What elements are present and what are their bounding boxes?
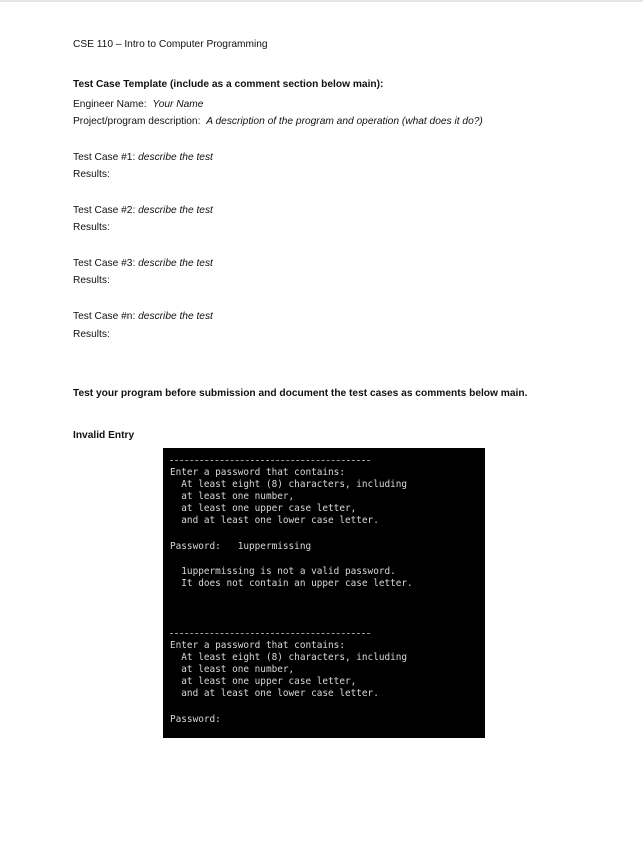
console-line: at least one upper case letter, (170, 676, 357, 687)
console-line: Enter a password that contains: (170, 640, 345, 651)
console-line: At least eight (8) characters, including (170, 652, 408, 663)
engineer-name-label: Engineer Name: (73, 99, 147, 110)
test-case-2 (73, 204, 213, 217)
test-case-description: describe the test (138, 258, 213, 269)
test-case-label: Test Case #3: (73, 258, 136, 269)
console-error-line: 1uppermissing is not a valid password. (170, 566, 396, 577)
test-case-n-results: Results: (73, 329, 110, 340)
console-error-line: It does not contain an upper case letter. (170, 578, 413, 589)
console-line: and at least one lower case letter. (170, 515, 379, 526)
test-case-3 (73, 257, 213, 270)
instructions-text: Test your program before submission and document the test cases as comments below main. (73, 388, 528, 399)
engineer-name-row (73, 98, 203, 111)
test-case-3-results: Results: (73, 275, 110, 286)
test-case-2-results: Results: (73, 222, 110, 233)
test-case-description: describe the test (138, 152, 213, 163)
console-line: at least one number, (170, 664, 295, 675)
project-description-value: A description of the program and operation (what does it do?) (206, 116, 483, 127)
console-line: Enter a password that contains: (170, 467, 345, 478)
project-description-row (73, 115, 483, 128)
console-password-entry: Password: 1uppermissing (170, 541, 312, 552)
project-description-label: Project/program description: (73, 116, 201, 127)
console-line: and at least one lower case letter. (170, 688, 379, 699)
test-case-label: Test Case #2: (73, 205, 136, 216)
console-separator (170, 460, 370, 461)
console-output-image (163, 448, 485, 738)
test-case-1-results: Results: (73, 169, 110, 180)
template-heading: Test Case Template (include as a comment section below main): (73, 79, 384, 90)
test-case-n (73, 310, 213, 323)
test-case-label: Test Case #n: (73, 311, 136, 322)
engineer-name-value: Your Name (152, 99, 204, 110)
console-line: at least one number, (170, 491, 295, 502)
console-line: at least one upper case letter, (170, 503, 357, 514)
test-case-label: Test Case #1: (73, 152, 136, 163)
test-case-description: describe the test (138, 311, 213, 322)
test-case-description: describe the test (138, 205, 213, 216)
console-separator (170, 633, 370, 634)
console-line: At least eight (8) characters, including (170, 479, 408, 490)
course-title: CSE 110 – Intro to Computer Programming (73, 39, 268, 50)
section-title-invalid-entry: Invalid Entry (73, 430, 135, 441)
test-case-1 (73, 151, 213, 164)
console-password-prompt: Password: (170, 714, 221, 725)
